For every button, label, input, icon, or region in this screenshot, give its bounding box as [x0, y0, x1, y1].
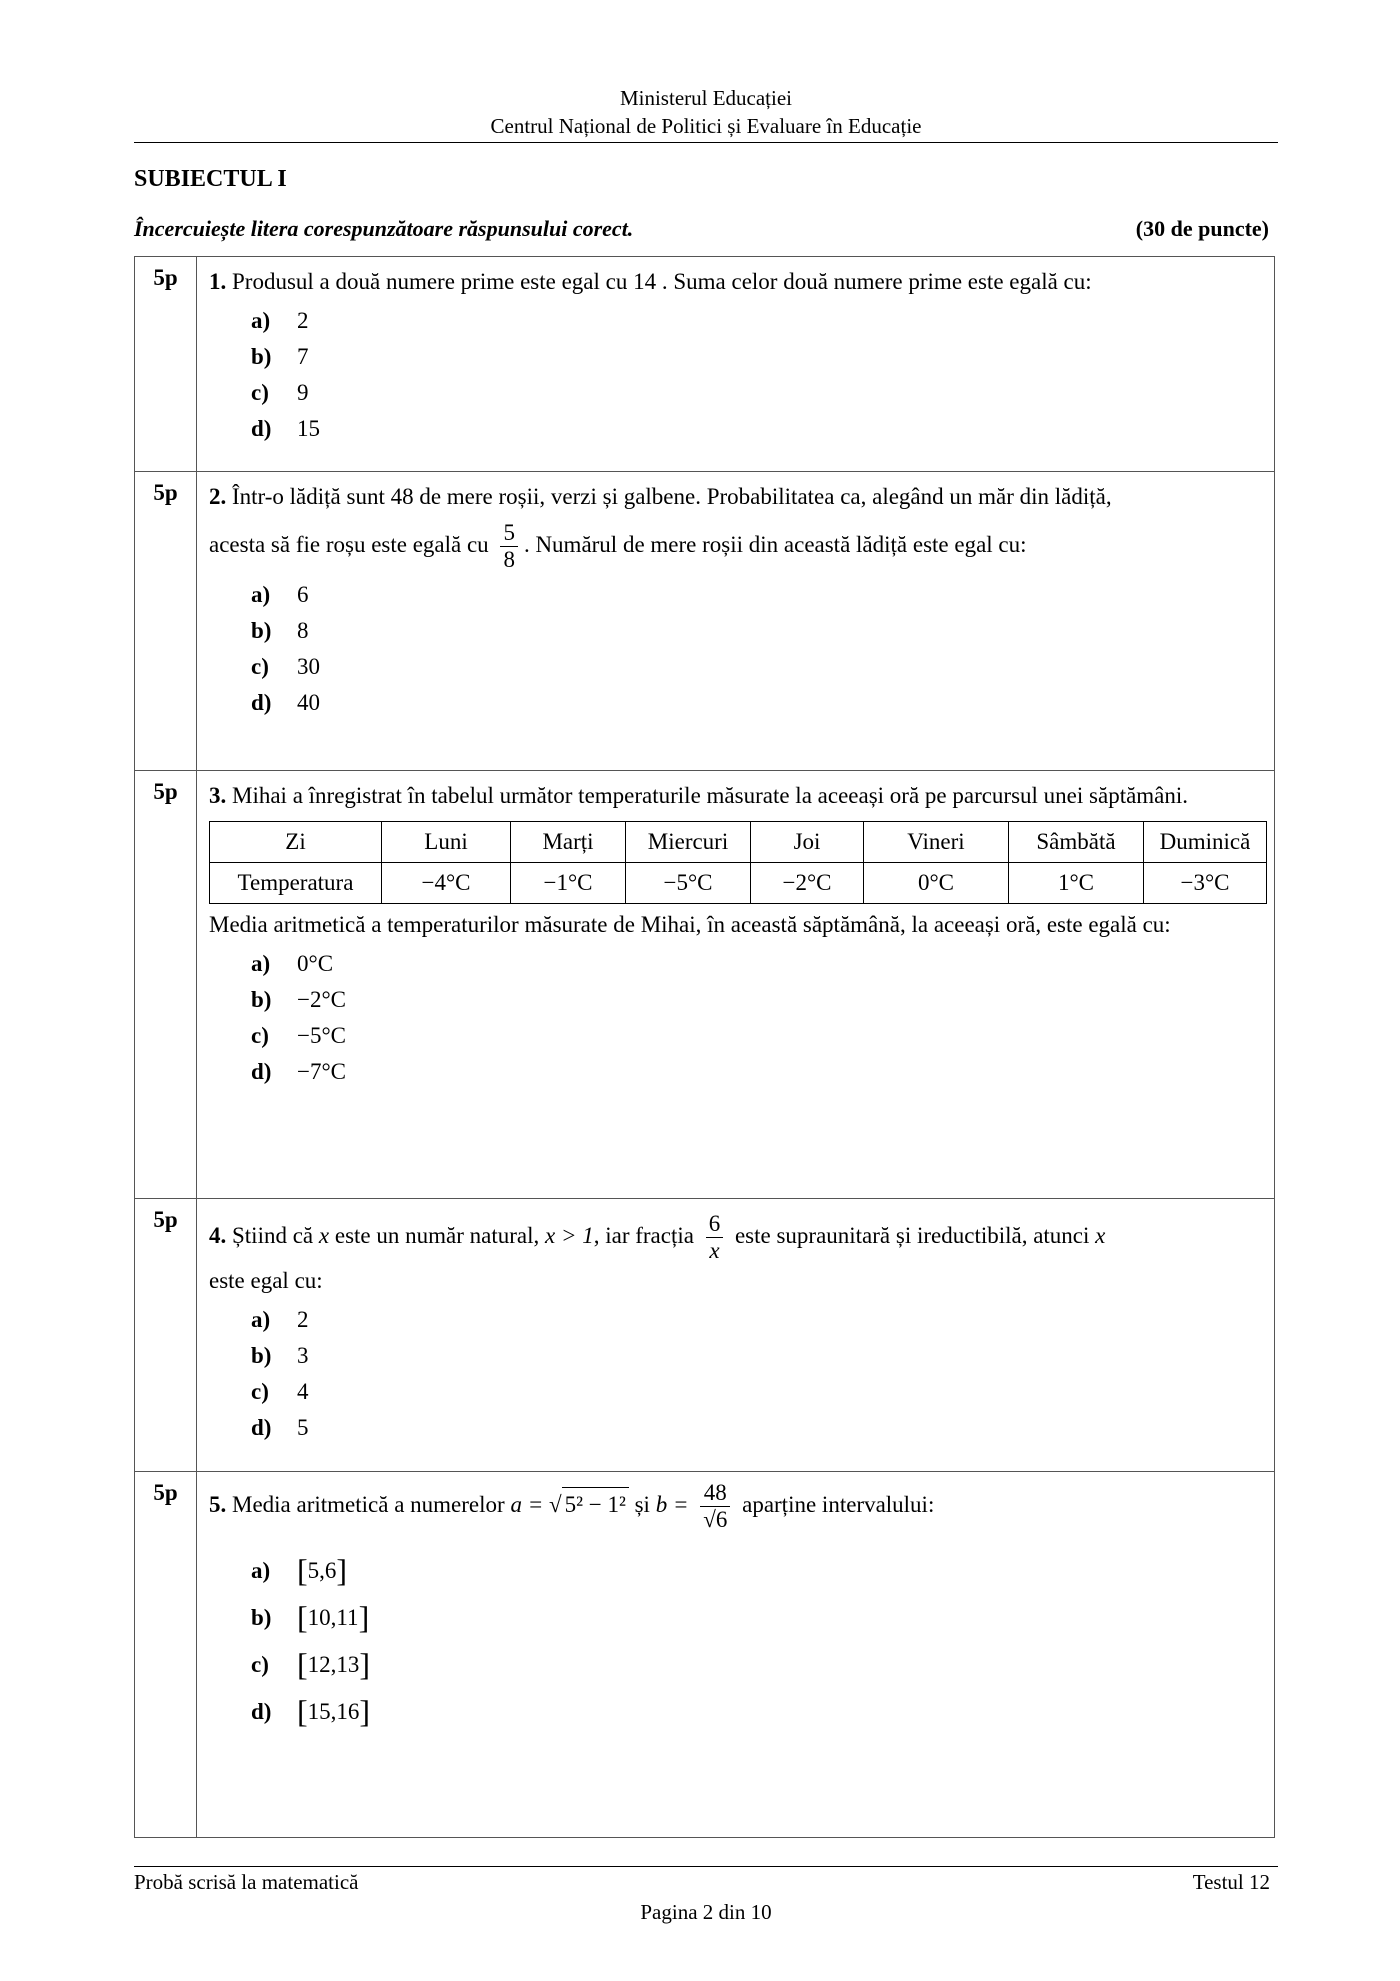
temperature-table	[209, 821, 1267, 904]
points-cell: 5p	[135, 1199, 197, 1472]
fraction-48-over-sqrt6: $\frac{48}{√6}$	[700, 1480, 730, 1533]
options-list	[251, 577, 1270, 721]
option-d[interactable]: d) −7°C	[251, 1059, 347, 1084]
options-list	[251, 303, 1270, 447]
option-d[interactable]: d) [15,16]	[251, 1693, 371, 1729]
option-d[interactable]: d) 40	[251, 690, 320, 715]
question-cell	[197, 1472, 1275, 1838]
option-d[interactable]: d) 5	[251, 1415, 309, 1440]
question-text-cont: acesta să fie roșu este egală cu $\frac{5}{8}$ . Numărul de mere roșii din această lădiță este egal cu:	[209, 520, 1027, 572]
footer-page-number: Pagina 2 din 10	[640, 1900, 772, 1924]
option-a[interactable]: a) 6	[251, 582, 309, 607]
ministry-name: Ministerul Educației	[619, 86, 793, 110]
points-cell: 5p	[135, 472, 197, 771]
days-row: Zi Luni Marți Miercuri Joi Vineri Sâmbătă Duminică	[210, 822, 1267, 863]
footer-divider	[134, 1866, 1278, 1867]
header-divider	[134, 142, 1278, 143]
option-a[interactable]: a) 2	[251, 1307, 309, 1332]
total-points: (30 de puncte)	[1135, 216, 1269, 241]
question-cell	[197, 472, 1275, 771]
option-c[interactable]: c) 30	[251, 654, 320, 679]
question-text: 4. Știind că x este un număr natural, x > 1, iar fracția $\frac{6}{x}$ este supraunitară și ireductibilă, atunci x	[209, 1211, 1106, 1263]
option-c[interactable]: c) [12,13]	[251, 1646, 371, 1682]
question-cell	[197, 257, 1275, 472]
question-text-after: Media aritmetică a temperaturilor măsurate de Mihai, în această săptămână, la aceeași oră, este egală cu:	[209, 912, 1171, 937]
options-list	[251, 1547, 1270, 1735]
radical-expression: 5² − 1²	[562, 1487, 629, 1522]
question-text-cont: este egal cu:	[209, 1268, 323, 1293]
question-text: 1. Produsul a două numere prime este egal cu 14 . Suma celor două numere prime este egală cu:	[209, 269, 1092, 294]
option-c[interactable]: c) −5°C	[251, 1023, 347, 1048]
question-text: 3. Mihai a înregistrat în tabelul următor temperaturile măsurate la aceeași oră pe parcursul unei săptămâni.	[209, 783, 1189, 808]
question-row-4	[135, 1199, 1275, 1472]
points-cell: 5p	[135, 771, 197, 1199]
points-cell: 5p	[135, 257, 197, 472]
fraction-6-over-x: $\frac{6}{x}$	[706, 1211, 724, 1264]
question-row-3	[135, 771, 1275, 1199]
option-c[interactable]: c) 9	[251, 380, 309, 405]
option-b[interactable]: b) 7	[251, 344, 309, 369]
question-cell	[197, 1199, 1275, 1472]
temperatures-row: Temperatura −4°C −1°C −5°C −2°C 0°C 1°C −3°C	[210, 863, 1267, 904]
footer-test-number: Testul 12	[1192, 1870, 1270, 1894]
questions-table	[134, 256, 1275, 1838]
option-b[interactable]: b) 3	[251, 1343, 309, 1368]
probability-fraction: $\frac{5}{8}$	[500, 520, 518, 573]
options-list	[251, 1302, 1270, 1446]
option-a[interactable]: a) [5,6]	[251, 1552, 348, 1588]
subject-title: SUBIECTUL I	[134, 166, 287, 192]
question-row-1	[135, 257, 1275, 472]
option-d[interactable]: d) 15	[251, 416, 320, 441]
points-cell: 5p	[135, 1472, 197, 1838]
option-b[interactable]: b) 8	[251, 618, 309, 643]
option-b[interactable]: b) [10,11]	[251, 1599, 370, 1635]
question-text: 2. Într-o lădiță sunt 48 de mere roșii, verzi și galbene. Probabilitatea ca, alegând un măr din lădiță,	[209, 484, 1112, 509]
question-text: 5. Media aritmetică a numerelor a = √ 5² − 1² și b = $\frac{48}{√6}$ aparține intervalului:	[209, 1480, 935, 1532]
option-a[interactable]: a) 2	[251, 308, 309, 333]
option-b[interactable]: b) −2°C	[251, 987, 347, 1012]
question-row-5	[135, 1472, 1275, 1838]
option-c[interactable]: c) 4	[251, 1379, 309, 1404]
footer-exam-name: Probă scrisă la matematică	[134, 1870, 359, 1894]
option-a[interactable]: a) 0°C	[251, 951, 334, 976]
options-list	[251, 946, 1270, 1090]
instruction: Încercuiește litera corespunzătoare răspunsului corect.	[134, 216, 634, 241]
question-row-2	[135, 472, 1275, 771]
question-cell	[197, 771, 1275, 1199]
center-name: Centrul Național de Politici și Evaluare în Educație	[490, 114, 922, 138]
